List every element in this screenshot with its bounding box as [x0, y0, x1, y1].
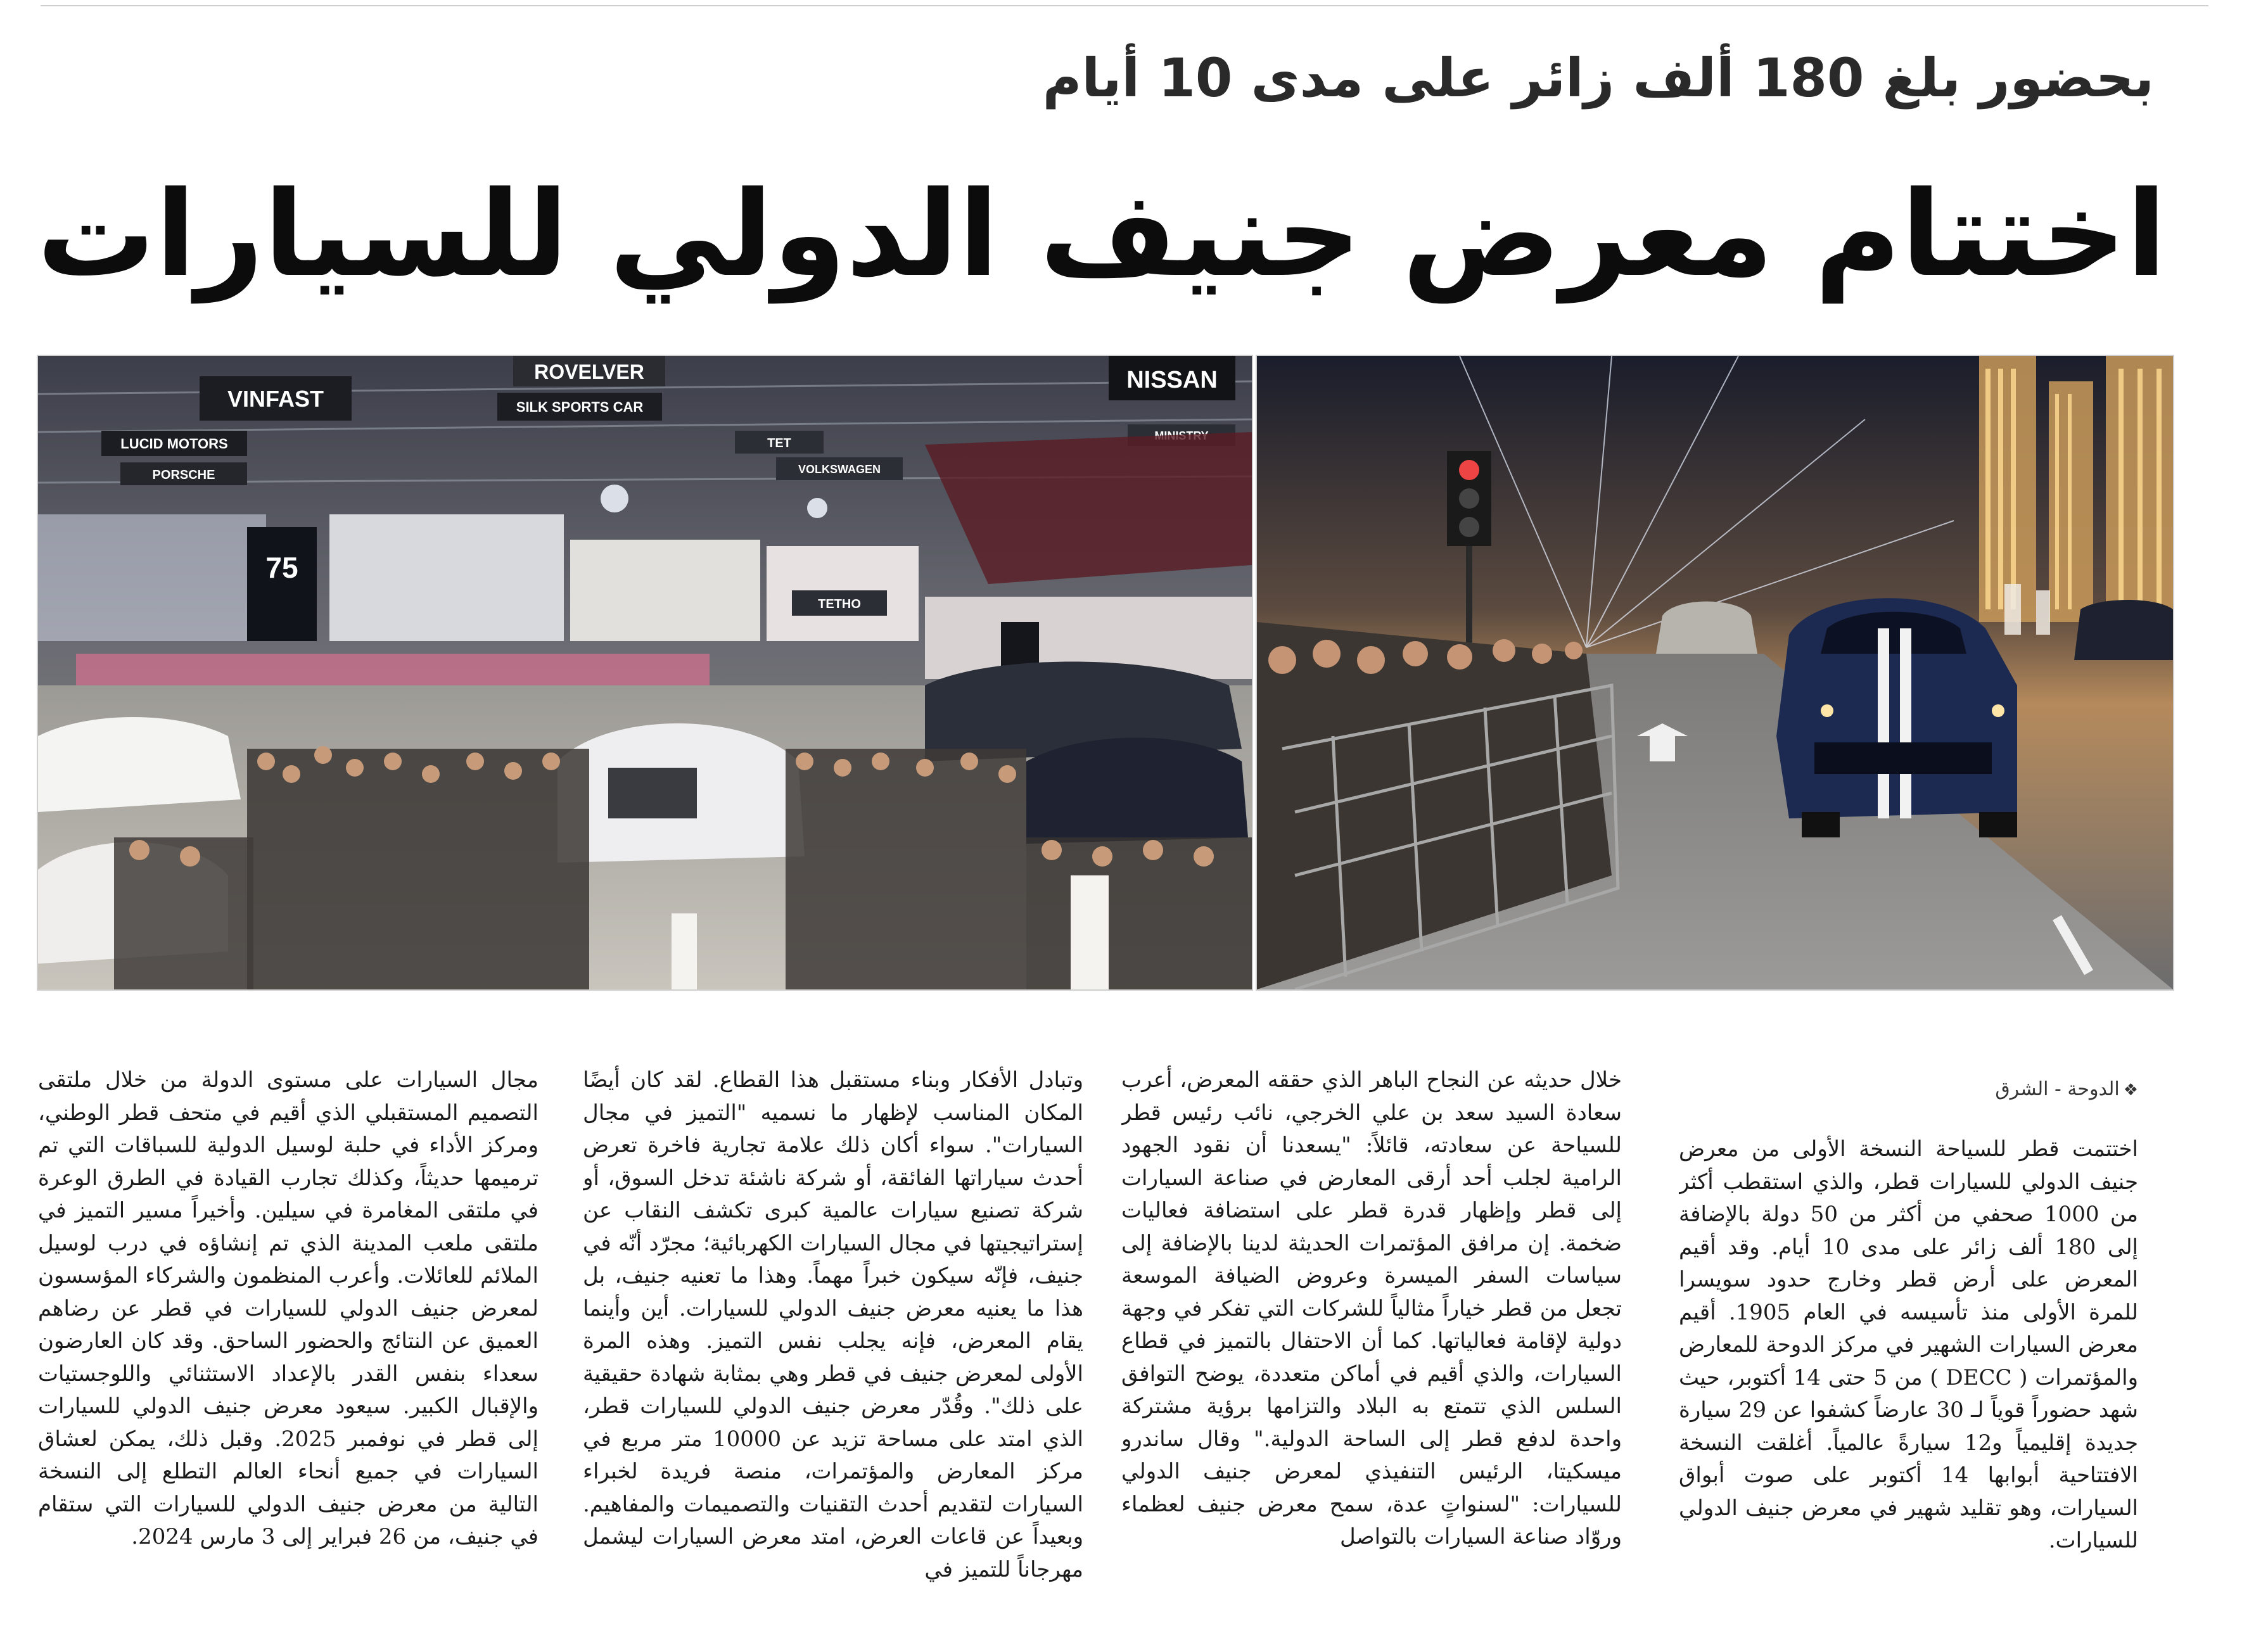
sign-porsche: PORSCHE: [152, 468, 215, 482]
sign-tet: TET: [767, 436, 791, 450]
article-paragraph-2: خلال حديثه عن النجاح الباهر الذي حققه المعرض، أعرب سعادة السيد سعد بن علي الخرجي، نائب رئيس قطر للسياحة عن سعادته، قائلاً: "يسعدنا أن نقود الجهود الرامية لجلب أحد أرقى المعارض في صناعة السيارات إلى قطر وإظهار قدرة قطر على استضافة فعاليات ضخمة. إن مرافق المؤتمرات الحديثة لدينا بالإضافة إلى سياسات السفر الميسرة وعروض الضيافة الموسعة تجعل من قطر خياراً مثالياً للشركات التي تفكر في وجهة دولية لإقامة فعالياتها. كما أن الاحتفال بالتميز في قطاع السيارات، والذي أقيم في أماكن متعددة، يوضح التوافق السلس الذي تتمتع به البلاد والتزامها برؤية مشتركة واحدة لدفع قطر إلى الساحة الدولية." وقال ساندرو ميسكيتا، الرئيس التنفيذي لمعرض جنيف الدولي للسيارات: "لسنواتٍ عدة، سمح معرض جنيف لعظماء وروّاد صناعة السيارات بالتواصل: [1121, 1067, 1622, 1549]
article-column-4: [38, 1064, 538, 1634]
sign-lucid: LUCID MOTORS: [120, 436, 228, 452]
article-paragraph-3: وتبادل الأفكار وبناء مستقبل هذا القطاع. لقد كان أيضًا المكان المناسب لإظهار ما نسميه "التميز في مجال السيارات". سواء أكان ذلك علامة تجارية فاخرة تعرض أحدث سياراتها الفائقة، أو شركة ناشئة تدخل السوق، أو شركة تصنيع سيارات عالمية كبرى تكشف النقاب عن إستراتيجيتها في مجال السيارات الكهربائية؛ مجرّد أنّه في جنيف، فإنّه سيكون خبراً مهماً. وهذا ما تعنيه جنيف، بل هذا ما يعنيه معرض جنيف الدولي للسيارات. أين وأينما يقام المعرض، فإنه يجلب نفس التميز. وهذه المرة الأولى لمعرض جنيف في قطر وهي بمثابة شهادة حقيقية على ذلك". وقُدّر معرض جنيف الدولي للسيارات قطر، الذي امتد على مساحة تزيد عن 10000 متر مربع في مركز المعارض والمؤتمرات، منصة فريدة لخبراء السيارات لتقديم أحدث التقنيات والتصميمات والمفاهيم. وبعيداً عن قاعات العرض، امتد معرض السيارات ليشمل مهرجاناً للتميز في: [583, 1067, 1083, 1582]
photo-street-parade: [1256, 355, 2174, 991]
svg-text:75: 75: [265, 551, 298, 584]
sign-tetho: TETHO: [818, 597, 861, 611]
sign-nissan: NISSAN: [1126, 367, 1218, 393]
sign-silk: SILK SPORTS CAR: [516, 399, 644, 415]
dateline-text: الدوحة - الشرق: [1995, 1078, 2120, 1100]
dateline: [1679, 1077, 2138, 1103]
top-rule: [41, 5, 2208, 6]
photo-motor-show-hall: [37, 355, 1253, 991]
sign-volkswagen: VOLKSWAGEN: [798, 463, 881, 476]
article-column-3: [583, 1064, 1083, 1634]
diamond-bullet-icon: ❖: [2123, 1081, 2138, 1100]
headline: اختتام معرض جنيف الدولي للسيارات: [37, 165, 2167, 303]
sign-vinfast: VINFAST: [227, 386, 324, 412]
article-paragraph-4: مجال السيارات على مستوى الدولة من خلال ملتقى التصميم المستقبلي الذي أقيم في متحف قطر الوطني، ومركز الأداء في حلبة لوسيل الدولية للسباقات التي تم ترميمها حديثاً، وكذلك تجارب القيادة في الطرق الوعرة في ملتقى المغامرة في سيلين. وأخيراً مسير التميز في ملتقى ملعب المدينة الذي تم إنشاؤه في درب لوسيل الملائم للعائلات. وأعرب المنظمون والشركاء المؤسسون لمعرض جنيف الدولي للسيارات في قطر عن رضاهم العميق عن النتائج والحضور الساحق. وقد كان العارضون سعداء بنفس القدر بالإعداد الاستثنائي واللوجستيات والإقبال الكبير. سيعود معرض جنيف الدولي للسيارات إلى قطر في نوفمبر 2025. وقبل ذلك، يمكن لعشاق السيارات في جميع أنحاء العالم التطلع إلى النسخة التالية من معرض جنيف الدولي للسيارات التي ستقام في جنيف، من 26 فبراير إلى 3 مارس 2024.: [38, 1067, 538, 1549]
subtitle: بحضور بلغ 180 ألف زائر على مدى 10 أيام: [1042, 47, 2154, 109]
article-column-1: [1679, 1077, 2138, 1647]
article-column-2: [1121, 1064, 1622, 1634]
motor-show-hall-illustration: [38, 356, 1252, 989]
sign-rovelver: ROVELVER: [534, 360, 644, 383]
street-parade-illustration: [1257, 356, 2173, 989]
article-paragraph-1: اختتمت قطر للسياحة النسخة الأولى من معرض جنيف الدولي للسيارات قطر، والذي استقطب أكثر من 1000 صحفي من أكثر من 50 دولة بالإضافة إلى 180 ألف زائر على مدى 10 أيام. وقد أقيم المعرض على أرض قطر وخارج حدود سويسرا للمرة الأولى منذ تأسيسه في العام 1905. أقيم معرض السيارات الشهير في مركز الدوحة للمعارض والمؤتمرات ( DECC ) من 5 حتى 14 أكتوبر، حيث شهد حضوراً قوياً لـ 30 عارضاً كشفوا عن 29 سيارة جديدة إقليمياً و12 سيارةً عالمياً. أغلقت النسخة الافتتاحية أبوابها 14 أكتوبر على صوت أبواق السيارات، وهو تقليد شهير في معرض جنيف الدولي للسيارات.: [1679, 1136, 2138, 1553]
